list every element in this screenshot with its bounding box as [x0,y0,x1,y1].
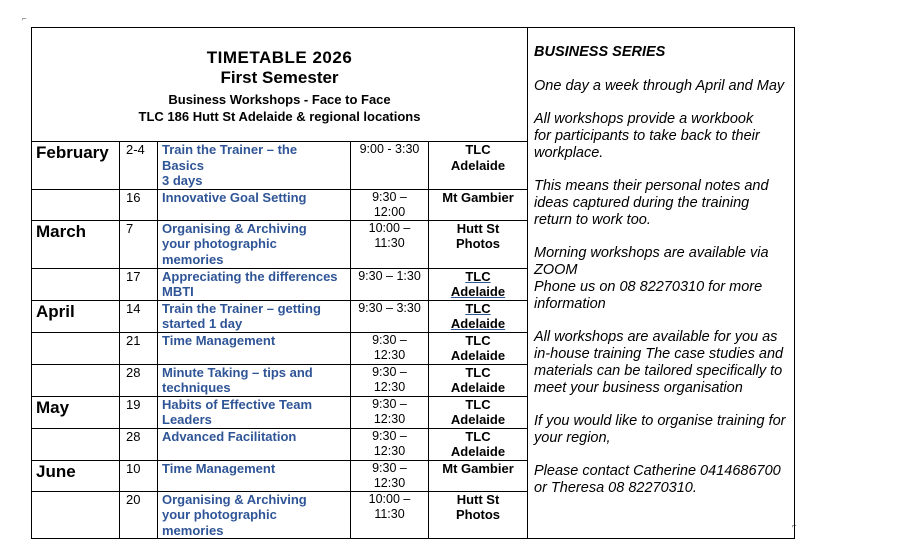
month-cell: June [32,460,120,491]
semester-title: First Semester [220,68,339,87]
timetable-header [32,28,528,142]
time-cell: 9:30 – 3:30 [351,300,429,332]
side-paragraph: Morning workshops are available via ZOOM Phone us on 08 82270310 for more information [534,245,769,312]
side-paragraph: One day a week through April and May [534,78,785,94]
workshop-cell: Minute Taking – tips and techniques [158,364,351,396]
location-cell: Hutt St Photos [429,220,528,268]
timetable [31,27,795,539]
month-cell: March [32,220,120,268]
business-series-heading: BUSINESS SERIES [534,44,666,60]
workshop-cell: Habits of Effective Team Leaders [158,396,351,428]
date-cell: 28 [120,428,158,460]
business-series-panel [528,28,795,539]
workshop-cell: Train the Trainer – the Basics 3 days [158,142,351,190]
time-cell: 9:30 – 1:30 [351,268,429,300]
month-cell [32,332,120,364]
month-cell: April [32,300,120,332]
workshop-cell: Time Management [158,332,351,364]
date-cell: 16 [120,189,158,220]
time-cell: 9:30 – 12:30 [351,396,429,428]
side-paragraph: If you would like to organise training for your region, [534,413,786,446]
location-cell: Hutt St Photos [429,491,528,539]
venue-line: TLC 186 Hutt St Adelaide & regional locations [138,109,421,124]
workshop-cell: Appreciating the differences MBTI [158,268,351,300]
page-corner-mark: ⌐ [22,14,27,23]
month-cell [32,189,120,220]
date-cell: 28 [120,364,158,396]
time-cell: 9:30 – 12:30 [351,428,429,460]
location-cell: TLC Adelaide [429,300,528,332]
workshop-cell: Advanced Facilitation [158,428,351,460]
time-cell: 9:30 – 12:30 [351,332,429,364]
month-cell [32,428,120,460]
workshop-cell: Organising & Archiving your photographic memories [158,220,351,268]
location-cell: TLC Adelaide [429,332,528,364]
month-cell [32,268,120,300]
month-cell [32,491,120,539]
time-cell: 10:00 – 11:30 [351,491,429,539]
time-cell: 10:00 – 11:30 [351,220,429,268]
month-cell: May [32,396,120,428]
date-cell: 20 [120,491,158,539]
workshop-type: Business Workshops - Face to Face [168,92,391,107]
time-cell: 9:30 – 12:30 [351,364,429,396]
location-cell: Mt Gambier [429,189,528,220]
side-paragraph: All workshops are available for you as in-house training The case studies and materials can be tailored specifically to meet your business organisation [534,329,784,396]
date-cell: 2-4 [120,142,158,190]
month-cell [32,364,120,396]
location-cell: Mt Gambier [429,460,528,491]
side-paragraph: This means their personal notes and ideas captured during the training return to work too. [534,178,769,228]
date-cell: 7 [120,220,158,268]
location-cell: TLC Adelaide [429,364,528,396]
workshop-cell: Time Management [158,460,351,491]
page-corner-mark: ⌐ [792,521,797,530]
location-cell: TLC Adelaide [429,428,528,460]
date-cell: 14 [120,300,158,332]
date-cell: 17 [120,268,158,300]
time-cell: 9:30 – 12:00 [351,189,429,220]
date-cell: 19 [120,396,158,428]
date-cell: 10 [120,460,158,491]
month-cell: February [32,142,120,190]
workshop-cell: Organising & Archiving your photographic memories [158,491,351,539]
side-paragraph: All workshops provide a workbook for participants to take back to their workplace. [534,111,760,161]
workshop-cell: Innovative Goal Setting [158,189,351,220]
workshop-cell: Train the Trainer – getting started 1 day [158,300,351,332]
page-title: TIMETABLE 2026 [206,48,353,67]
time-cell: 9:30 – 12:30 [351,460,429,491]
date-cell: 21 [120,332,158,364]
side-paragraph: Please contact Catherine 0414686700 or Theresa 08 82270310. [534,463,781,496]
time-cell: 9:00 - 3:30 [351,142,429,190]
location-cell: TLC Adelaide [429,268,528,300]
location-cell: TLC Adelaide [429,396,528,428]
location-cell: TLC Adelaide [429,142,528,190]
